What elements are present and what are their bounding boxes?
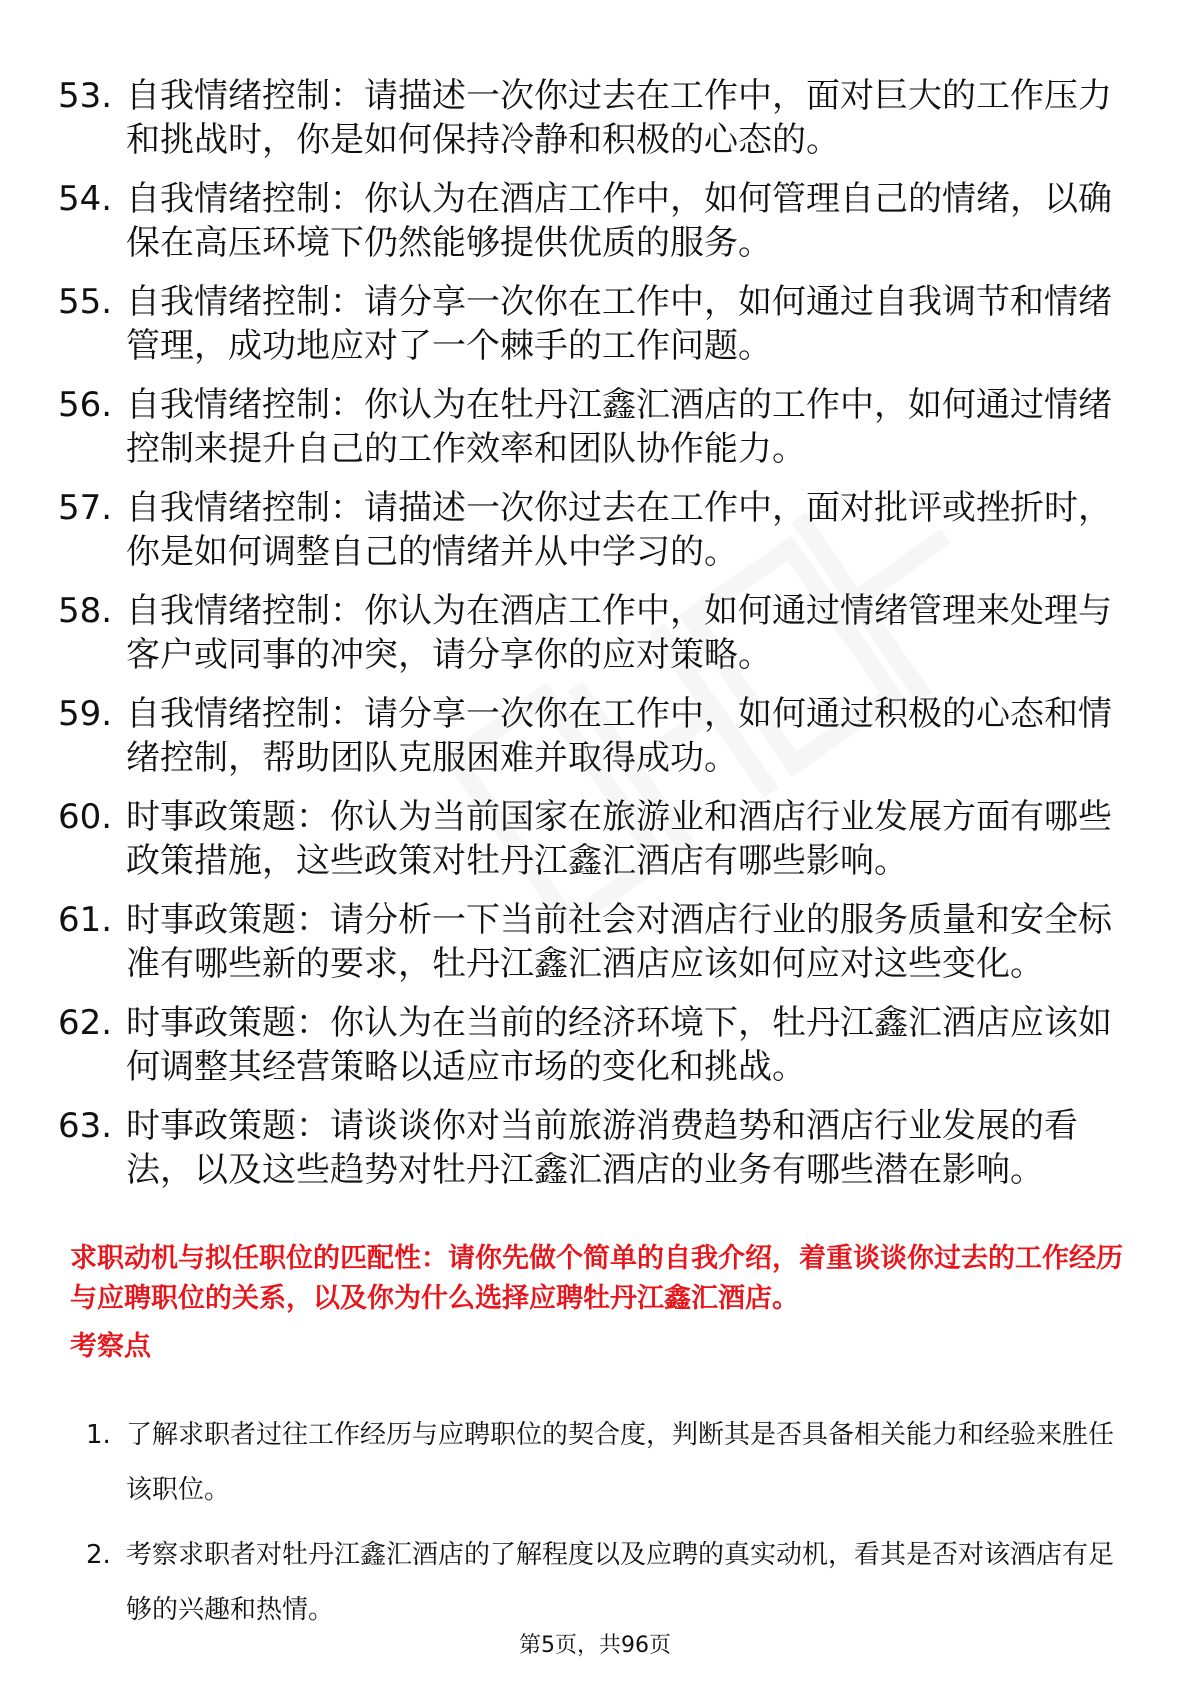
question-item	[58, 898, 1138, 986]
assessment-point-number: 1.	[86, 1420, 111, 1450]
question-item	[58, 692, 1138, 780]
question-number: 63.	[58, 1106, 113, 1146]
question-text: 自我情绪控制：请分享一次你在工作中，如何通过自我调节和情绪管理，成功地应对了一个棘手的工作问题。	[126, 282, 1112, 366]
question-item	[58, 383, 1138, 471]
question-number: 57.	[58, 488, 113, 528]
assessment-point-text: 考察求职者对牡丹江鑫汇酒店的了解程度以及应聘的真实动机，看其是否对该酒店有足够的兴趣和热情。	[126, 1540, 1115, 1625]
question-text: 自我情绪控制：请描述一次你过去在工作中，面对批评或挫折时，你是如何调整自己的情绪并从中学习的。	[126, 488, 1112, 572]
question-text: 自我情绪控制：你认为在牡丹江鑫汇酒店的工作中，如何通过情绪控制来提升自己的工作效率和团队协作能力。	[126, 385, 1112, 469]
question-item	[58, 74, 1138, 162]
question-number: 60.	[58, 797, 113, 837]
question-text: 自我情绪控制：请描述一次你过去在工作中，面对巨大的工作压力和挑战时，你是如何保持冷静和积极的心态的。	[126, 76, 1112, 160]
question-text: 时事政策题：请分析一下当前社会对酒店行业的服务质量和安全标准有哪些新的要求，牡丹江鑫汇酒店应该如何应对这些变化。	[126, 900, 1112, 984]
question-number: 61.	[58, 900, 113, 940]
assessment-title: 考察点	[70, 1331, 151, 1362]
assessment-point	[86, 1408, 1131, 1518]
question-item	[58, 486, 1138, 574]
question-item	[58, 1001, 1138, 1089]
question-item	[58, 1104, 1138, 1192]
question-number: 59.	[58, 694, 113, 734]
question-number: 54.	[58, 179, 113, 219]
question-number: 55.	[58, 282, 113, 322]
question-text: 时事政策题：你认为当前国家在旅游业和酒店行业发展方面有哪些政策措施，这些政策对牡丹江鑫汇酒店有哪些影响。	[126, 797, 1112, 881]
highlighted-question: 求职动机与拟任职位的匹配性：请你先做个简单的自我介绍，着重谈谈你过去的工作经历与应聘职位的关系，以及你为什么选择应聘牡丹江鑫汇酒店。	[70, 1243, 1123, 1314]
question-text: 时事政策题：你认为在当前的经济环境下，牡丹江鑫汇酒店应该如何调整其经营策略以适应市场的变化和挑战。	[126, 1003, 1112, 1087]
assessment-point-text: 了解求职者过往工作经历与应聘职位的契合度，判断其是否具备相关能力和经验来胜任该职位。	[126, 1420, 1115, 1505]
question-text: 自我情绪控制：请分享一次你在工作中，如何通过积极的心态和情绪控制，帮助团队克服困难并取得成功。	[126, 694, 1112, 778]
question-item	[58, 795, 1138, 883]
question-item	[58, 177, 1138, 265]
question-text: 时事政策题：请谈谈你对当前旅游消费趋势和酒店行业发展的看法，以及这些趋势对牡丹江鑫汇酒店的业务有哪些潜在影响。	[126, 1106, 1078, 1190]
question-number: 58.	[58, 591, 113, 631]
question-item	[58, 280, 1138, 368]
assessment-points-list	[86, 1408, 1131, 1648]
question-number: 53.	[58, 76, 113, 116]
question-text: 自我情绪控制：你认为在酒店工作中，如何管理自己的情绪，以确保在高压环境下仍然能够提供优质的服务。	[126, 179, 1112, 263]
assessment-point	[86, 1528, 1131, 1638]
question-number: 62.	[58, 1003, 113, 1043]
question-number: 56.	[58, 385, 113, 425]
assessment-point-number: 2.	[86, 1540, 111, 1570]
question-list	[58, 74, 1138, 1207]
question-item	[58, 589, 1138, 677]
page-footer: 第5页，共96页	[519, 1633, 671, 1658]
question-text: 自我情绪控制：你认为在酒店工作中，如何通过情绪管理来处理与客户或同事的冲突，请分享你的应对策略。	[126, 591, 1112, 675]
